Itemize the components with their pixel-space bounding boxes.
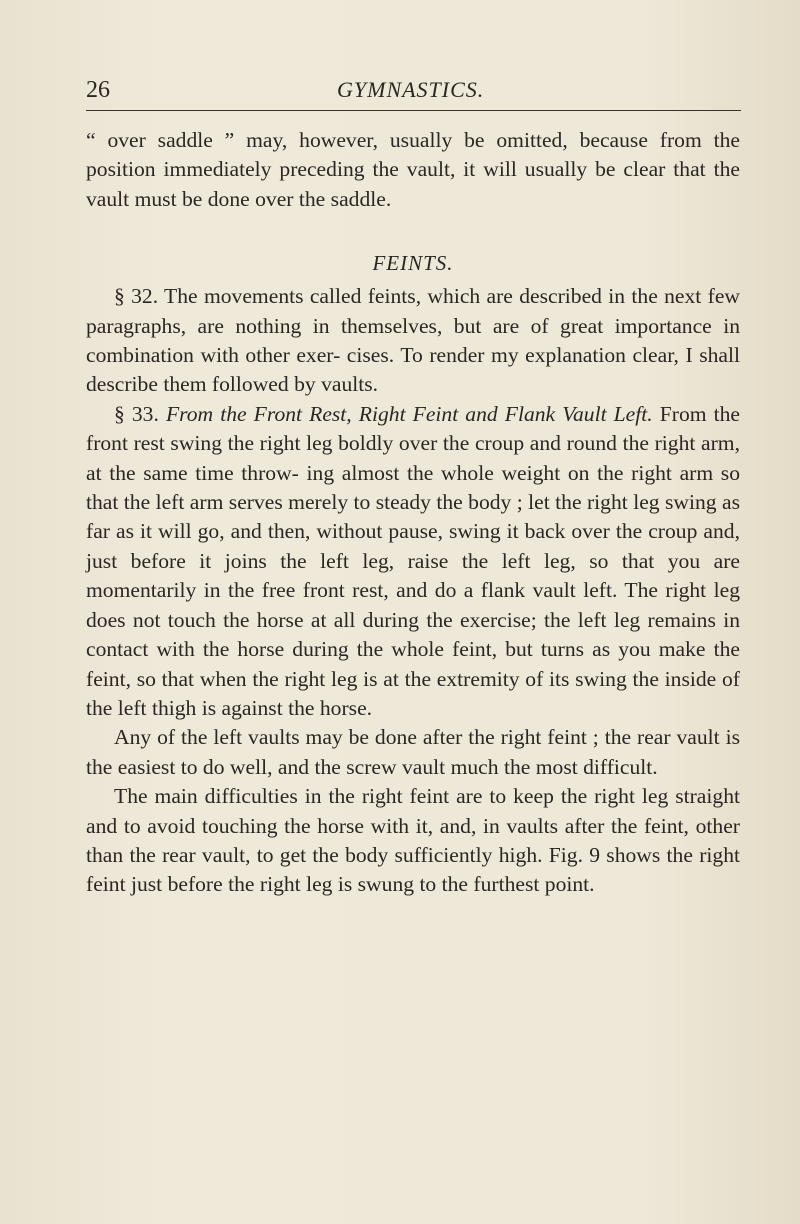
paragraph-saddle-continuation: “ over saddle ” may, however, usually be omitted, because from the position immediately preceding the vault, it will usually be clear that the vault must be done over the saddle. xyxy=(86,128,740,211)
section-33-number: § 33. xyxy=(114,401,166,426)
section-heading-feints: FEINTS. xyxy=(372,251,454,276)
paragraph-section-32: § 32. The movements called feints, which are described in the next few paragraphs, are nothing in themselves, but are of great importance in combination with other exer- cises. To render my explanation clear, I shall describe them followed by vaults. xyxy=(86,284,740,397)
header-rule xyxy=(86,110,741,111)
paragraph-left-vaults: Any of the left vaults may be done after the right feint ; the rear vault is the easiest to do well, and the screw vault much the most difficult. xyxy=(86,725,740,779)
paragraph-section-33 xyxy=(86,400,740,723)
body-text xyxy=(86,126,740,900)
section-33-title: From the Front Rest, Right Feint and Flank Vault Left. xyxy=(165,401,653,426)
running-title: GYMNASTICS. xyxy=(337,77,485,102)
running-head xyxy=(86,76,741,110)
section-33-body: From the front rest swing the right leg boldly over the croup and round the right arm, at the same time throw- ing almost the whole weight on the right arm so that the left arm serves merely to steady the body ; let the right leg swing as far as it will go, and then, without pause, swing it back over the croup and, just before it joins the left leg, raise the left leg, so that you are momentarily in the free front rest, and do a flank vault left. The right leg does not touch the horse at all during the exercise; the left leg remains in contact with the horse during the whole feint, but turns as you make the feint, so that when the right leg is at the extremity of its swing the inside of the left thigh is against the horse. xyxy=(86,401,740,720)
page-number: 26 xyxy=(86,77,110,103)
paragraph-difficulties: The main difficulties in the right feint are to keep the right leg straight and to avoid touching the horse with it, and, in vaults after the feint, other than the rear vault, to get the body sufficiently high. Fig. 9 shows the right feint just before the right leg is swung to the furthest point. xyxy=(86,784,740,897)
